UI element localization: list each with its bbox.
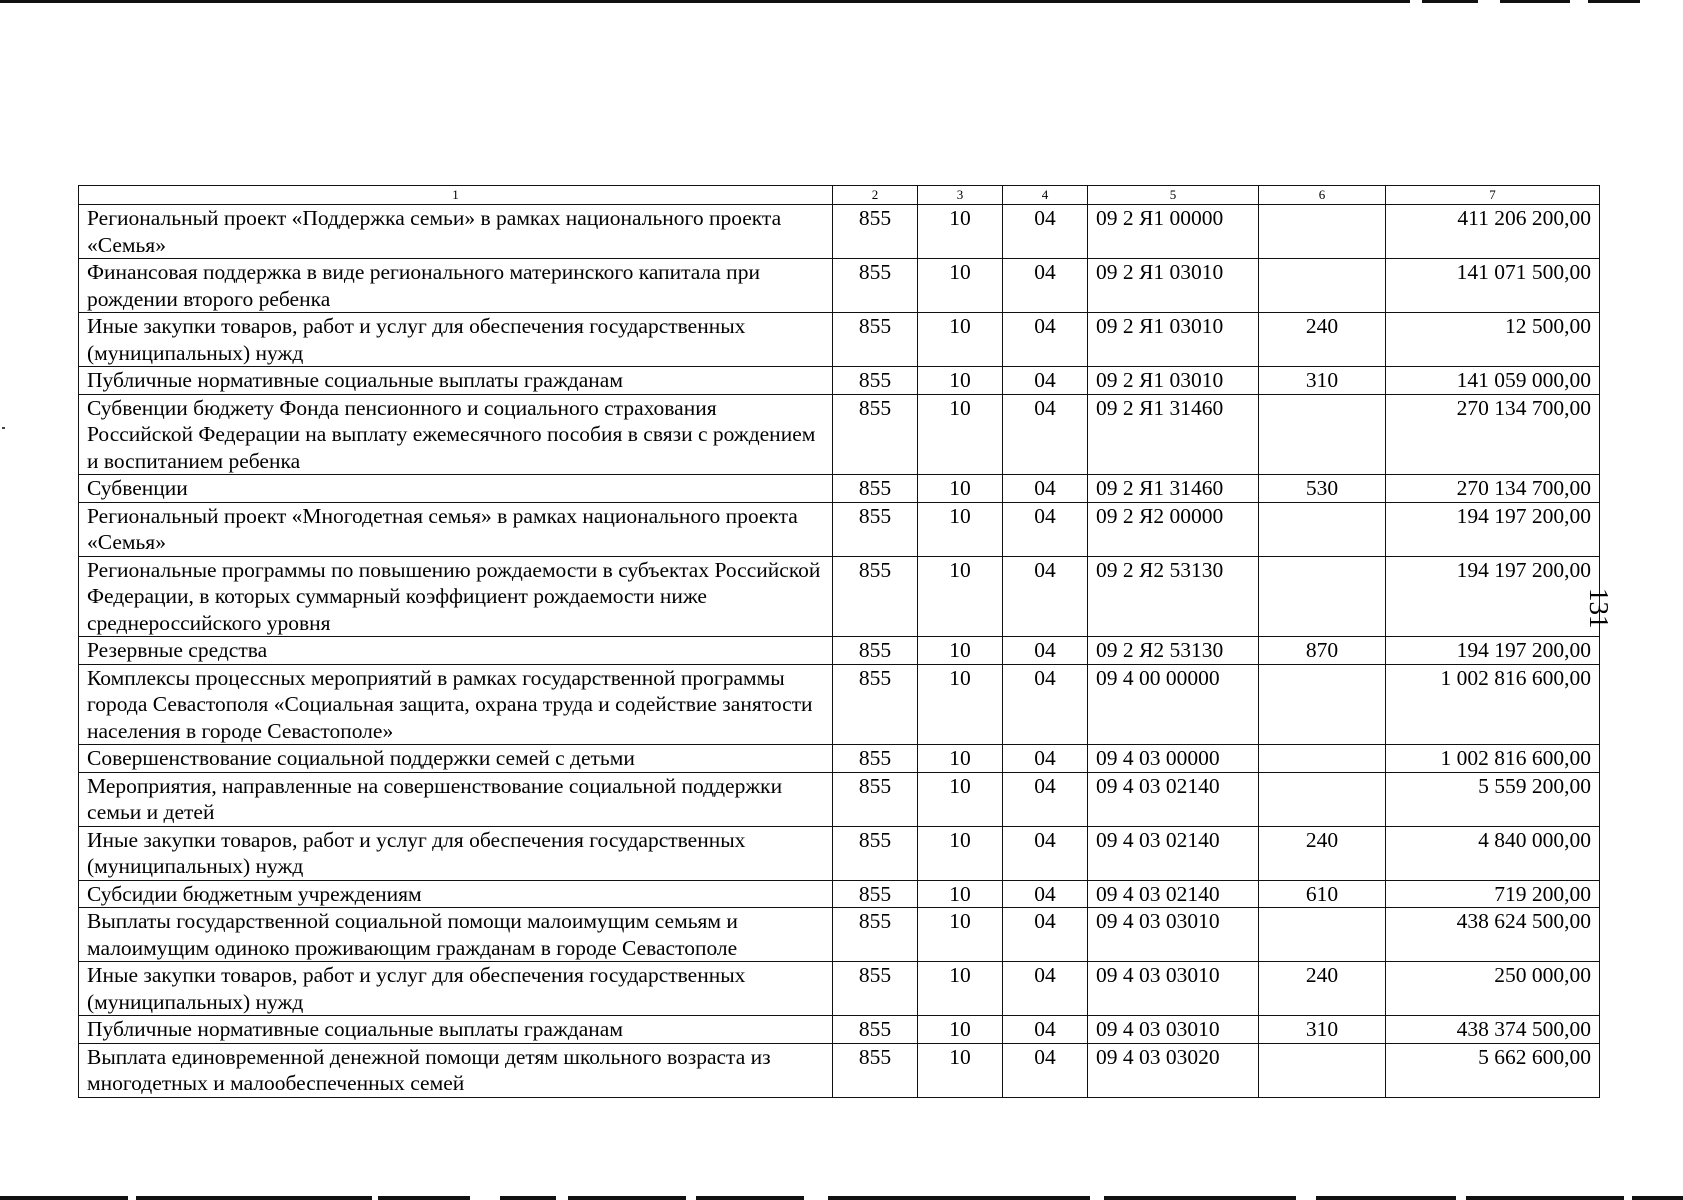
expense-type-code: 870	[1259, 637, 1386, 665]
amount: 141 059 000,00	[1386, 367, 1600, 395]
subsection-code: 04	[1003, 1043, 1088, 1097]
budget-table	[78, 185, 1600, 1098]
amount: 270 134 700,00	[1386, 475, 1600, 503]
subsection-code: 04	[1003, 502, 1088, 556]
table-row	[79, 637, 1600, 665]
amount: 12 500,00	[1386, 313, 1600, 367]
row-name: Резервные средства	[79, 637, 833, 665]
ministry-code: 855	[833, 394, 918, 475]
table-row	[79, 1016, 1600, 1044]
amount: 5 662 600,00	[1386, 1043, 1600, 1097]
row-name: Выплата единовременной денежной помощи детям школьного возраста из многодетных и малообеспеченных семей	[79, 1043, 833, 1097]
ministry-code: 855	[833, 502, 918, 556]
expense-type-code: 310	[1259, 367, 1386, 395]
row-name: Субвенции бюджету Фонда пенсионного и социального страхования Российской Федерации на выплату ежемесячного пособия в связи с рождением и воспитанием ребенка	[79, 394, 833, 475]
table-row	[79, 556, 1600, 637]
subsection-code: 04	[1003, 745, 1088, 773]
column-number: 6	[1259, 186, 1386, 205]
expense-type-code	[1259, 745, 1386, 773]
target-article-code: 09 2 Я1 00000	[1088, 205, 1259, 259]
subsection-code: 04	[1003, 826, 1088, 880]
section-code: 10	[918, 637, 1003, 665]
section-code: 10	[918, 475, 1003, 503]
amount: 411 206 200,00	[1386, 205, 1600, 259]
column-number: 2	[833, 186, 918, 205]
scan-edge-top	[0, 0, 1683, 3]
expense-type-code	[1259, 556, 1386, 637]
ministry-code: 855	[833, 664, 918, 745]
subsection-code: 04	[1003, 908, 1088, 962]
section-code: 10	[918, 745, 1003, 773]
row-name: Субсидии бюджетным учреждениям	[79, 880, 833, 908]
ministry-code: 855	[833, 772, 918, 826]
subsection-code: 04	[1003, 394, 1088, 475]
table-row	[79, 394, 1600, 475]
table-row	[79, 880, 1600, 908]
expense-type-code: 240	[1259, 826, 1386, 880]
row-name: Региональный проект «Многодетная семья» в рамках национального проекта «Семья»	[79, 502, 833, 556]
column-number: 5	[1088, 186, 1259, 205]
section-code: 10	[918, 394, 1003, 475]
section-code: 10	[918, 908, 1003, 962]
target-article-code: 09 2 Я1 31460	[1088, 394, 1259, 475]
target-article-code: 09 4 03 02140	[1088, 880, 1259, 908]
target-article-code: 09 2 Я2 53130	[1088, 556, 1259, 637]
amount: 194 197 200,00	[1386, 556, 1600, 637]
column-number-row	[79, 186, 1600, 205]
row-name: Иные закупки товаров, работ и услуг для обеспечения государственных (муниципальных) нужд	[79, 962, 833, 1016]
table-row	[79, 1043, 1600, 1097]
section-code: 10	[918, 772, 1003, 826]
ministry-code: 855	[833, 908, 918, 962]
section-code: 10	[918, 1043, 1003, 1097]
table-row	[79, 908, 1600, 962]
section-code: 10	[918, 880, 1003, 908]
scan-edge-bottom	[0, 1196, 1683, 1200]
table-row	[79, 259, 1600, 313]
subsection-code: 04	[1003, 367, 1088, 395]
expense-type-code	[1259, 664, 1386, 745]
target-article-code: 09 4 03 02140	[1088, 826, 1259, 880]
amount: 270 134 700,00	[1386, 394, 1600, 475]
row-name: Иные закупки товаров, работ и услуг для обеспечения государственных (муниципальных) нужд	[79, 826, 833, 880]
ministry-code: 855	[833, 367, 918, 395]
subsection-code: 04	[1003, 1016, 1088, 1044]
amount: 1 002 816 600,00	[1386, 664, 1600, 745]
amount: 194 197 200,00	[1386, 637, 1600, 665]
expense-type-code	[1259, 502, 1386, 556]
ministry-code: 855	[833, 1043, 918, 1097]
subsection-code: 04	[1003, 313, 1088, 367]
subsection-code: 04	[1003, 259, 1088, 313]
target-article-code: 09 2 Я1 03010	[1088, 367, 1259, 395]
table-row	[79, 313, 1600, 367]
table-row	[79, 745, 1600, 773]
amount: 438 624 500,00	[1386, 908, 1600, 962]
amount: 4 840 000,00	[1386, 826, 1600, 880]
amount: 194 197 200,00	[1386, 502, 1600, 556]
row-name: Совершенствование социальной поддержки семей с детьми	[79, 745, 833, 773]
section-code: 10	[918, 664, 1003, 745]
section-code: 10	[918, 205, 1003, 259]
ministry-code: 855	[833, 475, 918, 503]
expense-type-code: 530	[1259, 475, 1386, 503]
section-code: 10	[918, 259, 1003, 313]
ministry-code: 855	[833, 826, 918, 880]
table-row	[79, 205, 1600, 259]
table-row	[79, 502, 1600, 556]
section-code: 10	[918, 556, 1003, 637]
expense-type-code	[1259, 908, 1386, 962]
amount: 141 071 500,00	[1386, 259, 1600, 313]
target-article-code: 09 2 Я1 03010	[1088, 313, 1259, 367]
subsection-code: 04	[1003, 205, 1088, 259]
column-number: 1	[79, 186, 833, 205]
subsection-code: 04	[1003, 962, 1088, 1016]
target-article-code: 09 4 03 00000	[1088, 745, 1259, 773]
subsection-code: 04	[1003, 475, 1088, 503]
subsection-code: 04	[1003, 556, 1088, 637]
amount: 1 002 816 600,00	[1386, 745, 1600, 773]
expense-type-code	[1259, 205, 1386, 259]
table-row	[79, 664, 1600, 745]
row-name: Комплексы процессных мероприятий в рамках государственной программы города Севастополя «Социальная защита, охрана труда и содействие занятости населения в городе Севастополе»	[79, 664, 833, 745]
column-number: 7	[1386, 186, 1600, 205]
expense-type-code: 240	[1259, 962, 1386, 1016]
target-article-code: 09 4 03 03020	[1088, 1043, 1259, 1097]
row-name: Иные закупки товаров, работ и услуг для обеспечения государственных (муниципальных) нужд	[79, 313, 833, 367]
row-name: Выплаты государственной социальной помощи малоимущим семьям и малоимущим одиноко проживающим гражданам в городе Севастополе	[79, 908, 833, 962]
target-article-code: 09 4 03 03010	[1088, 962, 1259, 1016]
ministry-code: 855	[833, 313, 918, 367]
section-code: 10	[918, 962, 1003, 1016]
amount: 250 000,00	[1386, 962, 1600, 1016]
subsection-code: 04	[1003, 637, 1088, 665]
expense-type-code: 240	[1259, 313, 1386, 367]
section-code: 10	[918, 826, 1003, 880]
expense-type-code: 310	[1259, 1016, 1386, 1044]
scan-speck	[2, 427, 5, 429]
expense-type-code	[1259, 394, 1386, 475]
ministry-code: 855	[833, 556, 918, 637]
row-name: Финансовая поддержка в виде регионального материнского капитала при рождении второго ребенка	[79, 259, 833, 313]
section-code: 10	[918, 367, 1003, 395]
section-code: 10	[918, 313, 1003, 367]
ministry-code: 855	[833, 205, 918, 259]
ministry-code: 855	[833, 880, 918, 908]
target-article-code: 09 4 03 03010	[1088, 908, 1259, 962]
page-number: 131	[1584, 588, 1614, 629]
row-name: Публичные нормативные социальные выплаты гражданам	[79, 1016, 833, 1044]
column-number: 3	[918, 186, 1003, 205]
target-article-code: 09 2 Я2 53130	[1088, 637, 1259, 665]
expense-type-code	[1259, 259, 1386, 313]
expense-type-code	[1259, 772, 1386, 826]
column-number: 4	[1003, 186, 1088, 205]
row-name: Мероприятия, направленные на совершенствование социальной поддержки семьи и детей	[79, 772, 833, 826]
expense-type-code	[1259, 1043, 1386, 1097]
section-code: 10	[918, 502, 1003, 556]
ministry-code: 855	[833, 1016, 918, 1044]
row-name: Публичные нормативные социальные выплаты гражданам	[79, 367, 833, 395]
amount: 5 559 200,00	[1386, 772, 1600, 826]
amount: 719 200,00	[1386, 880, 1600, 908]
target-article-code: 09 4 00 00000	[1088, 664, 1259, 745]
table-row	[79, 826, 1600, 880]
row-name: Региональные программы по повышению рождаемости в субъектах Российской Федерации, в которых суммарный коэффициент рождаемости ниже среднероссийского уровня	[79, 556, 833, 637]
expense-type-code: 610	[1259, 880, 1386, 908]
amount: 438 374 500,00	[1386, 1016, 1600, 1044]
section-code: 10	[918, 1016, 1003, 1044]
ministry-code: 855	[833, 637, 918, 665]
subsection-code: 04	[1003, 772, 1088, 826]
subsection-code: 04	[1003, 664, 1088, 745]
target-article-code: 09 2 Я1 31460	[1088, 475, 1259, 503]
ministry-code: 855	[833, 259, 918, 313]
target-article-code: 09 4 03 02140	[1088, 772, 1259, 826]
table-row	[79, 962, 1600, 1016]
subsection-code: 04	[1003, 880, 1088, 908]
table-row	[79, 475, 1600, 503]
table-row	[79, 772, 1600, 826]
table-row	[79, 367, 1600, 395]
target-article-code: 09 4 03 03010	[1088, 1016, 1259, 1044]
row-name: Региональный проект «Поддержка семьи» в рамках национального проекта «Семья»	[79, 205, 833, 259]
row-name: Субвенции	[79, 475, 833, 503]
ministry-code: 855	[833, 962, 918, 1016]
target-article-code: 09 2 Я1 03010	[1088, 259, 1259, 313]
target-article-code: 09 2 Я2 00000	[1088, 502, 1259, 556]
ministry-code: 855	[833, 745, 918, 773]
